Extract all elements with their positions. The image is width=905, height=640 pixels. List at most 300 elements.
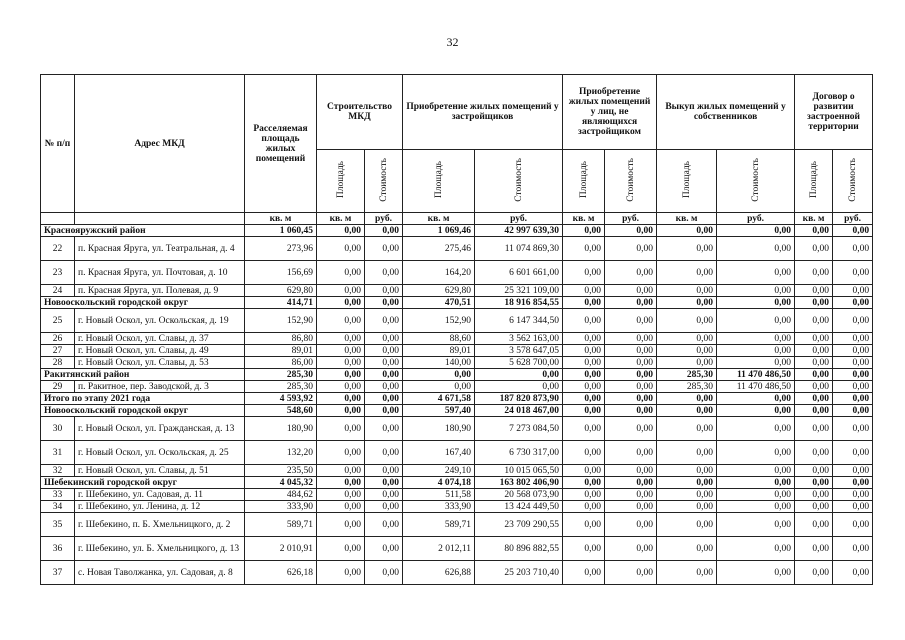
value-cell: 156,69 [245, 261, 317, 285]
value-cell: 0,00 [717, 309, 795, 333]
value-cell: 3 578 647,05 [475, 345, 563, 357]
value-cell: 0,00 [317, 477, 365, 489]
value-cell: 511,58 [403, 489, 475, 501]
value-cell: 2 012,11 [403, 537, 475, 561]
value-cell: 0,00 [605, 513, 657, 537]
value-cell: 88,60 [403, 333, 475, 345]
value-cell: 0,00 [365, 393, 403, 405]
value-cell: 0,00 [795, 489, 833, 501]
value-cell: 4 671,58 [403, 393, 475, 405]
value-cell: 285,30 [245, 381, 317, 393]
value-cell: 0,00 [833, 261, 873, 285]
value-cell: 0,00 [605, 333, 657, 345]
value-cell: 0,00 [563, 225, 605, 237]
value-cell: 0,00 [657, 297, 717, 309]
value-cell: 0,00 [563, 465, 605, 477]
value-cell: 0,00 [317, 381, 365, 393]
value-cell: 0,00 [833, 441, 873, 465]
value-cell: 0,00 [717, 441, 795, 465]
value-cell: 470,51 [403, 297, 475, 309]
row-address: г. Шебекино, ул. Б. Хмельницкого, д. 13 [75, 537, 245, 561]
unit-cell: руб. [833, 213, 873, 225]
header-address: Адрес МКД [75, 75, 245, 213]
value-cell: 18 916 854,55 [475, 297, 563, 309]
value-cell: 6 147 344,50 [475, 309, 563, 333]
value-cell: 235,50 [245, 465, 317, 477]
header-contract: Договор о развитии застроенной территории [795, 75, 873, 150]
value-cell: 285,30 [657, 381, 717, 393]
value-cell: 132,20 [245, 441, 317, 465]
row-label: Новооскольский городской округ [41, 297, 245, 309]
value-cell: 0,00 [795, 501, 833, 513]
value-cell: 0,00 [563, 489, 605, 501]
value-cell: 0,00 [365, 261, 403, 285]
value-cell: 4 074,18 [403, 477, 475, 489]
value-cell: 0,00 [657, 261, 717, 285]
value-cell: 0,00 [317, 501, 365, 513]
header-construction: Строительство МКД [317, 75, 403, 150]
value-cell: 0,00 [563, 393, 605, 405]
value-cell: 0,00 [717, 513, 795, 537]
value-cell: 0,00 [833, 537, 873, 561]
value-cell: 0,00 [833, 225, 873, 237]
value-cell: 0,00 [833, 489, 873, 501]
value-cell: 0,00 [657, 285, 717, 297]
value-cell: 6 601 661,00 [475, 261, 563, 285]
table-row [41, 537, 873, 561]
value-cell: 0,00 [317, 369, 365, 381]
value-cell: 0,00 [605, 465, 657, 477]
value-cell: 0,00 [563, 477, 605, 489]
value-cell: 0,00 [605, 441, 657, 465]
value-cell: 0,00 [717, 561, 795, 585]
unit-cell: руб. [717, 213, 795, 225]
value-cell: 152,90 [245, 309, 317, 333]
unit-cell: руб. [475, 213, 563, 225]
value-cell: 0,00 [563, 561, 605, 585]
value-cell: 0,00 [833, 393, 873, 405]
value-cell: 0,00 [605, 345, 657, 357]
table-row [41, 417, 873, 441]
value-cell: 0,00 [833, 285, 873, 297]
value-cell: 589,71 [403, 513, 475, 537]
row-address: п. Красная Яруга, ул. Театральная, д. 4 [75, 237, 245, 261]
value-cell: 0,00 [563, 345, 605, 357]
value-cell: 0,00 [605, 417, 657, 441]
row-number: 27 [41, 345, 75, 357]
value-cell: 0,00 [833, 357, 873, 369]
value-cell: 89,01 [245, 345, 317, 357]
value-cell: 0,00 [317, 465, 365, 477]
value-cell: 86,80 [245, 333, 317, 345]
value-cell: 0,00 [317, 417, 365, 441]
value-cell: 7 273 084,50 [475, 417, 563, 441]
unit-cell: кв. м [795, 213, 833, 225]
unit-cell: кв. м [403, 213, 475, 225]
value-cell: 2 010,91 [245, 537, 317, 561]
value-cell: 0,00 [605, 309, 657, 333]
value-cell: 0,00 [563, 537, 605, 561]
summary-row [41, 393, 873, 405]
row-label: Ракитянский район [41, 369, 245, 381]
value-cell: 0,00 [563, 297, 605, 309]
row-number: 23 [41, 261, 75, 285]
value-cell: 0,00 [833, 513, 873, 537]
value-cell: 0,00 [717, 285, 795, 297]
value-cell: 0,00 [317, 489, 365, 501]
value-cell: 0,00 [365, 333, 403, 345]
value-cell: 0,00 [475, 369, 563, 381]
row-address: г. Шебекино, п. Б. Хмельницкого, д. 2 [75, 513, 245, 537]
value-cell: 180,90 [245, 417, 317, 441]
header-purchase-other: Приобретение жилых помещений у лиц, не являющихся застройщиком [563, 75, 657, 150]
value-cell: 1 069,46 [403, 225, 475, 237]
value-cell: 0,00 [365, 237, 403, 261]
value-cell: 0,00 [605, 489, 657, 501]
value-cell: 0,00 [605, 537, 657, 561]
value-cell: 1 060,45 [245, 225, 317, 237]
value-cell: 0,00 [717, 393, 795, 405]
value-cell: 0,00 [605, 501, 657, 513]
value-cell: 0,00 [365, 477, 403, 489]
value-cell: 0,00 [657, 225, 717, 237]
value-cell: 0,00 [717, 345, 795, 357]
value-cell: 0,00 [657, 537, 717, 561]
value-cell: 0,00 [563, 333, 605, 345]
value-cell: 0,00 [657, 417, 717, 441]
value-cell: 0,00 [795, 225, 833, 237]
value-cell: 285,30 [657, 369, 717, 381]
value-cell: 0,00 [317, 537, 365, 561]
row-number: 28 [41, 357, 75, 369]
table-body [41, 225, 873, 585]
value-cell: 86,00 [245, 357, 317, 369]
value-cell: 285,30 [245, 369, 317, 381]
value-cell: 0,00 [795, 309, 833, 333]
value-cell: 0,00 [475, 381, 563, 393]
summary-row [41, 369, 873, 381]
value-cell: 0,00 [795, 333, 833, 345]
value-cell: 5 628 700,00 [475, 357, 563, 369]
row-number: 37 [41, 561, 75, 585]
value-cell: 0,00 [717, 225, 795, 237]
value-cell: 0,00 [795, 561, 833, 585]
value-cell: 0,00 [833, 465, 873, 477]
value-cell: 0,00 [317, 357, 365, 369]
subheader-area: Площадь [317, 150, 365, 213]
row-number: 24 [41, 285, 75, 297]
value-cell: 0,00 [365, 417, 403, 441]
value-cell: 0,00 [657, 489, 717, 501]
value-cell: 25 203 710,40 [475, 561, 563, 585]
value-cell: 42 997 639,30 [475, 225, 563, 237]
value-cell: 6 730 317,00 [475, 441, 563, 465]
row-address: г. Шебекино, ул. Ленина, д. 12 [75, 501, 245, 513]
row-number: 34 [41, 501, 75, 513]
value-cell: 414,71 [245, 297, 317, 309]
value-cell: 0,00 [795, 513, 833, 537]
row-address: г. Новый Оскол, ул. Оскольская, д. 19 [75, 309, 245, 333]
value-cell: 0,00 [795, 537, 833, 561]
subheader-area: Площадь [403, 150, 475, 213]
value-cell: 0,00 [833, 405, 873, 417]
value-cell: 0,00 [365, 309, 403, 333]
value-cell: 0,00 [317, 285, 365, 297]
row-number: 33 [41, 489, 75, 501]
row-address: г. Новый Оскол, ул. Славы, д. 37 [75, 333, 245, 345]
value-cell: 629,80 [403, 285, 475, 297]
value-cell: 0,00 [795, 465, 833, 477]
value-cell: 11 470 486,50 [717, 369, 795, 381]
value-cell: 0,00 [833, 297, 873, 309]
value-cell: 0,00 [605, 381, 657, 393]
row-number: 32 [41, 465, 75, 477]
summary-row [41, 477, 873, 489]
value-cell: 0,00 [365, 357, 403, 369]
table-row [41, 561, 873, 585]
unit-cell: руб. [605, 213, 657, 225]
value-cell: 0,00 [657, 561, 717, 585]
value-cell: 0,00 [795, 345, 833, 357]
row-number: 26 [41, 333, 75, 345]
value-cell: 0,00 [795, 297, 833, 309]
value-cell: 11 470 486,50 [717, 381, 795, 393]
value-cell: 0,00 [605, 237, 657, 261]
value-cell: 0,00 [795, 261, 833, 285]
value-cell: 0,00 [605, 357, 657, 369]
row-number: 29 [41, 381, 75, 393]
table-row [41, 309, 873, 333]
row-address: п. Красная Яруга, ул. Почтовая, д. 10 [75, 261, 245, 285]
value-cell: 0,00 [317, 309, 365, 333]
table-row [41, 357, 873, 369]
value-cell: 0,00 [833, 237, 873, 261]
header-num: № п/п [41, 75, 75, 213]
value-cell: 0,00 [657, 333, 717, 345]
value-cell: 0,00 [317, 513, 365, 537]
subheader-area: Площадь [795, 150, 833, 213]
value-cell: 0,00 [657, 345, 717, 357]
value-cell: 0,00 [365, 489, 403, 501]
value-cell: 0,00 [657, 405, 717, 417]
value-cell: 0,00 [365, 285, 403, 297]
value-cell: 0,00 [317, 393, 365, 405]
value-cell: 0,00 [833, 369, 873, 381]
value-cell: 180,90 [403, 417, 475, 441]
value-cell: 0,00 [795, 477, 833, 489]
value-cell: 3 562 163,00 [475, 333, 563, 345]
value-cell: 0,00 [833, 561, 873, 585]
value-cell: 589,71 [245, 513, 317, 537]
row-address: г. Новый Оскол, ул. Гражданская, д. 13 [75, 417, 245, 441]
row-label: Шебекинский городской округ [41, 477, 245, 489]
value-cell: 626,88 [403, 561, 475, 585]
value-cell: 4 593,92 [245, 393, 317, 405]
value-cell: 0,00 [365, 441, 403, 465]
unit-cell: руб. [365, 213, 403, 225]
row-address: п. Красная Яруга, ул. Полевая, д. 9 [75, 285, 245, 297]
value-cell: 0,00 [717, 357, 795, 369]
row-address: г. Новый Оскол, ул. Славы, д. 53 [75, 357, 245, 369]
value-cell: 24 018 467,00 [475, 405, 563, 417]
value-cell: 0,00 [365, 381, 403, 393]
value-cell: 333,90 [245, 501, 317, 513]
row-label: Краснояружский район [41, 225, 245, 237]
value-cell: 275,46 [403, 237, 475, 261]
value-cell: 0,00 [605, 393, 657, 405]
header-purchase-dev: Приобретение жилых помещений у застройщиков [403, 75, 563, 150]
table-row [41, 465, 873, 477]
row-address: г. Шебекино, ул. Садовая, д. 11 [75, 489, 245, 501]
table-row [41, 513, 873, 537]
value-cell: 140,00 [403, 357, 475, 369]
value-cell: 0,00 [605, 285, 657, 297]
value-cell: 187 820 873,90 [475, 393, 563, 405]
value-cell: 629,80 [245, 285, 317, 297]
value-cell: 0,00 [317, 261, 365, 285]
header-buyout: Выкуп жилых помещений у собственников [657, 75, 795, 150]
unit-cell: кв. м [317, 213, 365, 225]
value-cell: 0,00 [605, 561, 657, 585]
value-cell: 0,00 [563, 309, 605, 333]
value-cell: 20 568 073,90 [475, 489, 563, 501]
value-cell: 0,00 [833, 417, 873, 441]
table-row [41, 333, 873, 345]
value-cell: 0,00 [717, 465, 795, 477]
value-cell: 0,00 [833, 501, 873, 513]
table-row [41, 237, 873, 261]
unit-cell: кв. м [657, 213, 717, 225]
row-number: 35 [41, 513, 75, 537]
value-cell: 0,00 [717, 489, 795, 501]
value-cell: 0,00 [795, 381, 833, 393]
value-cell: 0,00 [605, 477, 657, 489]
value-cell: 4 045,32 [245, 477, 317, 489]
row-label: Новооскольский городской округ [41, 405, 245, 417]
value-cell: 0,00 [795, 237, 833, 261]
row-number: 30 [41, 417, 75, 441]
value-cell: 0,00 [563, 381, 605, 393]
unit-cell: кв. м [563, 213, 605, 225]
value-cell: 0,00 [717, 333, 795, 345]
value-cell: 163 802 406,90 [475, 477, 563, 489]
value-cell: 0,00 [657, 357, 717, 369]
value-cell: 597,40 [403, 405, 475, 417]
value-cell: 0,00 [833, 345, 873, 357]
value-cell: 0,00 [717, 417, 795, 441]
value-cell: 152,90 [403, 309, 475, 333]
value-cell: 0,00 [833, 309, 873, 333]
table-row [41, 441, 873, 465]
value-cell: 89,01 [403, 345, 475, 357]
value-cell: 0,00 [563, 285, 605, 297]
value-cell: 0,00 [605, 261, 657, 285]
value-cell: 80 896 882,55 [475, 537, 563, 561]
value-cell: 0,00 [365, 513, 403, 537]
value-cell: 0,00 [717, 405, 795, 417]
value-cell: 0,00 [365, 345, 403, 357]
value-cell: 0,00 [795, 393, 833, 405]
value-cell: 0,00 [795, 405, 833, 417]
row-address: г. Новый Оскол, ул. Славы, д. 49 [75, 345, 245, 357]
value-cell: 0,00 [717, 297, 795, 309]
value-cell: 13 424 449,50 [475, 501, 563, 513]
value-cell: 11 074 869,30 [475, 237, 563, 261]
table-row [41, 489, 873, 501]
value-cell: 0,00 [563, 261, 605, 285]
value-cell: 0,00 [605, 369, 657, 381]
value-cell: 0,00 [365, 297, 403, 309]
value-cell: 0,00 [795, 441, 833, 465]
value-cell: 0,00 [365, 537, 403, 561]
value-cell: 23 709 290,55 [475, 513, 563, 537]
value-cell: 0,00 [657, 513, 717, 537]
value-cell: 548,60 [245, 405, 317, 417]
units-row [41, 213, 873, 225]
value-cell: 0,00 [717, 477, 795, 489]
value-cell: 0,00 [317, 225, 365, 237]
value-cell: 0,00 [795, 369, 833, 381]
subheader-area: Площадь [563, 150, 605, 213]
value-cell: 0,00 [317, 237, 365, 261]
value-cell: 0,00 [657, 501, 717, 513]
value-cell: 0,00 [403, 381, 475, 393]
subheader-cost: Стоимость [833, 150, 873, 213]
subheader-cost: Стоимость [475, 150, 563, 213]
table-row [41, 345, 873, 357]
value-cell: 0,00 [605, 405, 657, 417]
resettlement-table [40, 74, 873, 585]
value-cell: 626,18 [245, 561, 317, 585]
value-cell: 0,00 [317, 441, 365, 465]
value-cell: 0,00 [365, 561, 403, 585]
value-cell: 0,00 [563, 405, 605, 417]
value-cell: 0,00 [365, 369, 403, 381]
value-cell: 10 015 065,50 [475, 465, 563, 477]
value-cell: 0,00 [563, 501, 605, 513]
table-row [41, 501, 873, 513]
value-cell: 0,00 [833, 477, 873, 489]
value-cell: 0,00 [563, 441, 605, 465]
value-cell: 0,00 [317, 345, 365, 357]
header-area: Расселяемая площадь жилых помещений [245, 75, 317, 213]
value-cell: 0,00 [657, 465, 717, 477]
value-cell: 0,00 [317, 297, 365, 309]
value-cell: 0,00 [365, 501, 403, 513]
row-address: г. Новый Оскол, ул. Славы, д. 51 [75, 465, 245, 477]
value-cell: 0,00 [563, 237, 605, 261]
subheader-cost: Стоимость [365, 150, 403, 213]
row-address: г. Новый Оскол, ул. Оскольская, д. 25 [75, 441, 245, 465]
value-cell: 164,20 [403, 261, 475, 285]
value-cell: 0,00 [317, 561, 365, 585]
value-cell: 0,00 [657, 393, 717, 405]
value-cell: 273,96 [245, 237, 317, 261]
value-cell: 0,00 [657, 237, 717, 261]
unit-cell: кв. м [245, 213, 317, 225]
table-row [41, 261, 873, 285]
row-number: 36 [41, 537, 75, 561]
value-cell: 0,00 [317, 405, 365, 417]
value-cell: 0,00 [605, 225, 657, 237]
subheader-area: Площадь [657, 150, 717, 213]
value-cell: 0,00 [365, 405, 403, 417]
value-cell: 0,00 [563, 417, 605, 441]
value-cell: 0,00 [657, 309, 717, 333]
value-cell: 0,00 [717, 261, 795, 285]
table-row [41, 381, 873, 393]
value-cell: 0,00 [833, 333, 873, 345]
